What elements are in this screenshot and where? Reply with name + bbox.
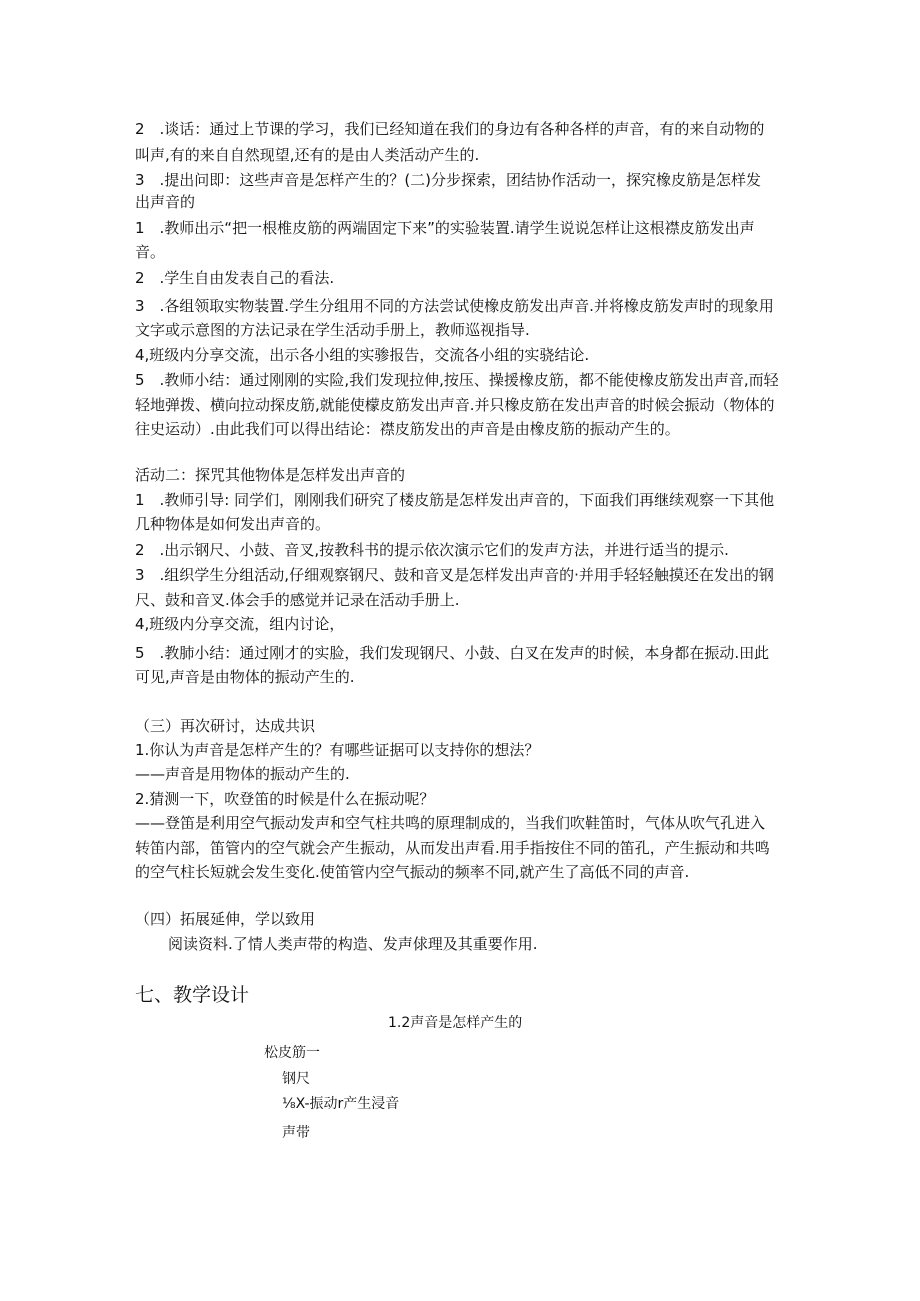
section-heading: （四）拓展延伸，学以致用 <box>135 910 316 928</box>
paragraph-line: ——声音是用物体的振动产生的. <box>135 765 350 783</box>
paragraph-line: 5 .教师小结：通过刚刚的实险,我们发现拉伸,按压、操援橡皮筋，都不能使橡皮筋发出声音,而轻 <box>135 371 779 389</box>
activity-heading: 活动二：探咒其他物体是怎样发出声音的 <box>135 466 406 484</box>
paragraph-line: 3 .提出问即：这些声音是怎样产生的？(二)分步探索，团结协作活动一，探究橡皮筋是怎样发 <box>135 171 762 189</box>
section-7-heading: 七、教学设计 <box>135 984 250 1006</box>
paragraph-line: 阅读资料.了情人类声带的构造、发声俅理及其重要作用. <box>168 935 538 953</box>
paragraph-line: 几种物体是如何发出声音的。 <box>135 515 331 533</box>
paragraph-line: 的空气柱长短就会发生变化.使笛管内空气振动的频率不同,就产生了高低不同的声音. <box>135 863 690 881</box>
paragraph-line: 4,班级内分享交流，组内讨论， <box>135 615 345 633</box>
paragraph-line: 2 .学生自由发表自己的看法. <box>135 269 335 287</box>
paragraph-line: 叫声,有的来自自然现望,还有的是由人类活动产生的. <box>135 146 480 164</box>
paragraph-line: 3 .各组领取实物装置.学生分组用不同的方法尝试使橡皮筋发出声音.并将橡皮筋发声时的现象用 <box>135 297 774 315</box>
paragraph-line: 3 .组织学生分组活动,仔细观察钢尺、鼓和音叉是怎样发出声音的·并用手轻轻触摸还在发出的钢 <box>135 566 774 584</box>
paragraph-line: 1.你认为声音是怎样产生的？有哪些证据可以支持你的想法？ <box>135 741 540 759</box>
paragraph-line: 4,班级内分享交流，出示各小组的实骖报告，交流各小组的实骁结论. <box>135 346 590 364</box>
paragraph-line: 文字或示意图的方法记录在学生活动手册上，教师巡视指导. <box>135 321 530 339</box>
paragraph-line: 1 .教师引导: 同学们，刚刚我们研究了楼皮筋是怎样发出声音的，下面我们再继续观察一下其他 <box>135 491 775 509</box>
paragraph-line: 1 .教师出示“把一根椎皮筋的两端固定下来”的实验装置.请学生说说怎样让这根襟皮筋发出声 <box>135 219 755 237</box>
section-heading: （三）再次研讨，达成共识 <box>135 717 316 735</box>
design-item: ⅛X-振动r产生浸音 <box>282 1096 400 1112</box>
paragraph-line: 出声音的 <box>135 193 196 211</box>
paragraph-line: 可见,声音是由物体的振动产生的. <box>135 668 355 686</box>
design-title: 1.2声音是怎样产生的 <box>388 1015 523 1031</box>
paragraph-line: 尺、鼓和音叉.体会手的感觉并记录在活动手册上. <box>135 591 460 609</box>
design-item: 松皮筋一 <box>264 1045 320 1061</box>
paragraph-line: 2 .谈话：通过上节课的学习，我们已经知道在我们的身边有各种各样的声音，有的来自动物的 <box>135 120 765 138</box>
paragraph-line: 往史运动）.由此我们可以得出结论：襟皮筋发出的声音是由橡皮筋的振动产生的。 <box>135 420 680 438</box>
paragraph-line: ——登笛是利用空气振动发声和空气柱共鸣的原理制成的，当我们吹鞋笛时，气体从吹气孔进入 <box>135 814 766 832</box>
paragraph-line: 转笛内部，笛管内的空气就会产生振动，从而发出声看.用手指按住不同的笛孔，产生振动和共鸣 <box>135 839 770 857</box>
paragraph-line: 轻地弹拨、横向拉动探皮筋,就能使檬皮筋发出声音.并只橡皮筋在发出声音的时候会振动（物体的 <box>135 396 775 414</box>
design-item: 声带 <box>282 1125 310 1141</box>
paragraph-line: 音。 <box>135 243 166 261</box>
design-item: 钢尺 <box>282 1071 310 1087</box>
paragraph-line: 2.猜测一下，吹登笛的时候是什么在振动呢？ <box>135 790 435 808</box>
paragraph-line: 5 .教肺小结：通过刚才的实脸，我们发现钢尺、小鼓、白叉在发声的时候，本身都在振动.田此 <box>135 644 770 662</box>
paragraph-line: 2 .出示钢尺、小鼓、音叉,按教科书的提示依次演示它们的发声方法，并进行适当的提示. <box>135 541 729 559</box>
